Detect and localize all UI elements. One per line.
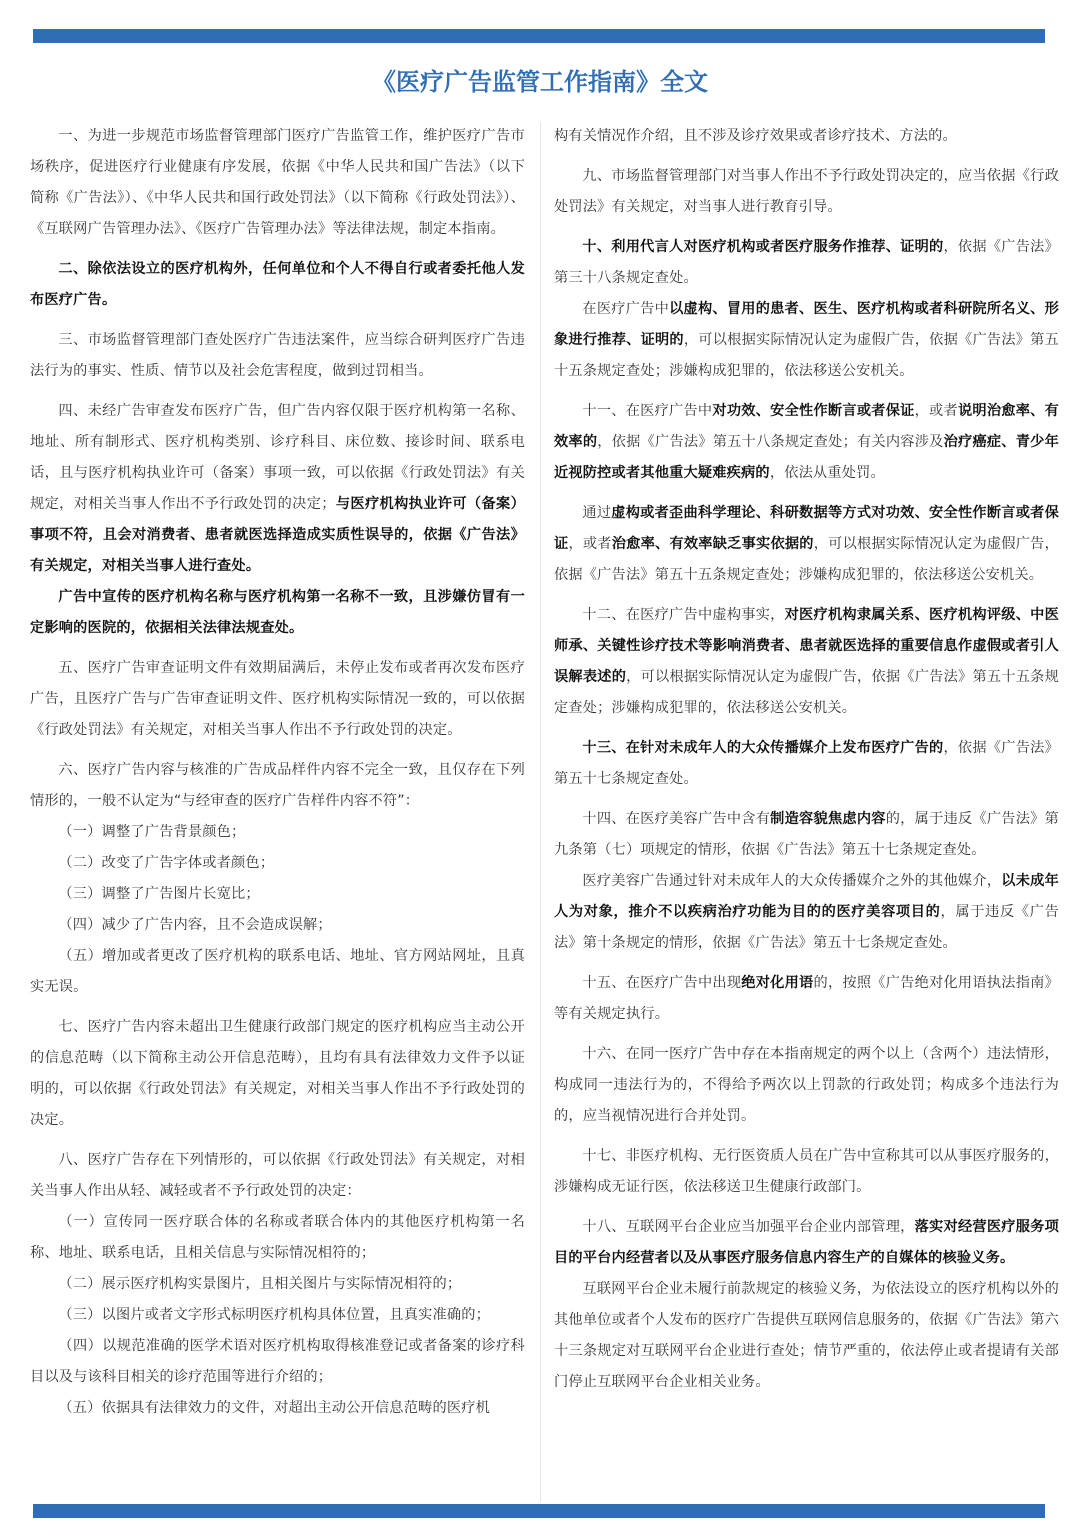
paragraph-10: 十、利用代言人对医疗机构或者医疗服务作推荐、证明的，依据《广告法》第三十八条规定查处。: [554, 239, 1059, 286]
right-column: [554, 121, 1059, 1398]
paragraph-14-supplement: 医疗美容广告通过针对未成年人的大众传播媒介之外的其他媒介，以未成年人为对象，推介不以疾病治疗功能为目的的医疗美容项目的，属于违反《广告法》第十条规定的情形，依据《广告法》第五十七条规定查处。: [554, 873, 1060, 951]
list-item: （三）以图片或者文字形式标明医疗机构具体位置，且真实准确的；: [58, 1307, 491, 1323]
top-decorative-bar: [33, 29, 1045, 43]
bottom-decorative-bar: [33, 1504, 1045, 1518]
paragraph-5: 五、医疗广告审查证明文件有效期届满后，未停止发布或者再次发布医疗广告，且医疗广告与广告审查证明文件、医疗机构实际情况一致的，可以依据《行政处罚法》有关规定，对相关当事人作出不予行政处罚的决定。: [30, 660, 525, 738]
paragraph-1: 一、为进一步规范市场监督管理部门医疗广告监管工作，维护医疗广告市场秩序，促进医疗行业健康有序发展，依据《中华人民共和国广告法》（以下简称《广告法》）、《中华人民共和国行政处罚法》（以下简称《行政处罚法》）、《互联网广告管理办法》、《医疗广告管理办法》等法律法规，制定本指南。: [30, 128, 525, 237]
paragraph-2: 二、除依法设立的医疗机构外，任何单位和个人不得自行或者委托他人发布医疗广告。: [30, 261, 525, 308]
paragraph-9: 九、市场监督管理部门对当事人作出不予行政处罚决定的，应当依据《行政处罚法》有关规定，对当事人进行教育引导。: [554, 168, 1059, 215]
paragraph-17: 十七、非医疗机构、无行医资质人员在广告中宣称其可以从事医疗服务的，涉嫌构成无证行医，依法移送卫生健康行政部门。: [554, 1148, 1059, 1195]
list-item: （四）减少了广告内容，且不会造成误解；: [58, 917, 332, 933]
paragraph-15: 十五、在医疗广告中出现绝对化用语的，按照《广告绝对化用语执法指南》等有关规定执行。: [554, 975, 1059, 1022]
paragraph-10-supplement: 在医疗广告中以虚构、冒用的患者、医生、医疗机构或者科研院所名义、形象进行推荐、证明的，可以根据实际情况认定为虚假广告，依据《广告法》第五十五条规定查处；涉嫌构成犯罪的，依法移送公安机关。: [554, 301, 1059, 379]
list-item: （二）展示医疗机构实景图片，且相关图片与实际情况相符的；: [58, 1276, 462, 1292]
list-item: （三）调整了广告图片长宽比；: [58, 886, 260, 902]
paragraph-4-supplement: 广告中宣传的医疗机构名称与医疗机构第一名称不一致，且涉嫌仿冒有一定影响的医院的，依据相关法律法规查处。: [30, 589, 525, 636]
paragraph-18-supplement: 互联网平台企业未履行前款规定的核验义务，为依法设立的医疗机构以外的其他单位或者个人发布的医疗广告提供互联网信息服务的，依据《广告法》第六十三条规定对互联网平台企业进行查处；情节严重的，依法停止或者提请有关部门停止互联网平台企业相关业务。: [554, 1281, 1059, 1390]
list-item: （二）改变了广告字体或者颜色；: [58, 855, 275, 871]
paragraph-4: 四、未经广告审查发布医疗广告，但广告内容仅限于医疗机构第一名称、地址、所有制形式、医疗机构类别、诊疗科目、床位数、接诊时间、联系电话，且与医疗机构执业许可（备案）事项一致，可以依据《行政处罚法》有关规定，对相关当事人作出不予行政处罚的决定；与医疗机构执业许可（备案）事项不符，且会对消费者、患者就医选择造成实质性误导的，依据《广告法》有关规定，对相关当事人进行查处。: [30, 403, 526, 574]
paragraph-8: 八、医疗广告存在下列情形的，可以依据《行政处罚法》有关规定，对相关当事人作出从轻、减轻或者不予行政处罚的决定：: [30, 1152, 525, 1199]
document-title: 《医疗广告监管工作指南》全文: [372, 68, 708, 96]
paragraph-7: 七、医疗广告内容未超出卫生健康行政部门规定的医疗机构应当主动公开的信息范畴（以下简称主动公开信息范畴），且均有具有法律效力文件予以证明的，可以依据《行政处罚法》有关规定，对相关当事人作出不予行政处罚的决定。: [30, 1019, 525, 1128]
paragraph-16: 十六、在同一医疗广告中存在本指南规定的两个以上（含两个）违法情形，构成同一违法行为的，不得给予两次以上罚款的行政处罚；构成多个违法行为的，应当视情况进行合并处罚。: [554, 1046, 1059, 1124]
paragraph-11: 十一、在医疗广告中对功效、安全性作断言或者保证，或者说明治愈率、有效率的，依据《广告法》第五十八条规定查处；有关内容涉及治疗癌症、青少年近视防控或者其他重大疑难疾病的，依法从重处罚。: [554, 403, 1060, 481]
list-item: （一）宣传同一医疗联合体的名称或者联合体内的其他医疗机构第一名称、地址、联系电话，且相关信息与实际情况相符的；: [30, 1214, 525, 1261]
paragraph-11-supplement: 通过虚构或者歪曲科学理论、科研数据等方式对功效、安全性作断言或者保证，或者治愈率、有效率缺乏事实依据的，可以根据实际情况认定为虚假广告，依据《广告法》第五十五条规定查处；涉嫌构成犯罪的，依法移送公安机关。: [554, 505, 1060, 583]
list-item: （一）调整了广告背景颜色；: [58, 824, 246, 840]
paragraph-13: 十三、在针对未成年人的大众传播媒介上发布医疗广告的，依据《广告法》第五十七条规定查处。: [554, 740, 1059, 787]
list-item: （五）依据具有法律效力的文件，对超出主动公开信息范畴的医疗机: [58, 1400, 491, 1416]
list-item: （四）以规范准确的医学术语对医疗机构取得核准登记或者备案的诊疗科目以及与该科目相关的诊疗范围等进行介绍的；: [30, 1338, 525, 1385]
left-column: [30, 121, 525, 1424]
list-item-continued: 构有关情况作介绍，且不涉及诊疗效果或者诊疗技术、方法的。: [554, 128, 957, 144]
list-item: （五）增加或者更改了医疗机构的联系电话、地址、官方网站网址，且真实无误。: [30, 948, 525, 995]
paragraph-6: 六、医疗广告内容与核准的广告成品样件内容不完全一致，且仅存在下列情形的，一般不认定为“与经审查的医疗广告样件内容不符”：: [30, 762, 525, 809]
paragraph-3: 三、市场监督管理部门查处医疗广告违法案件，应当综合研判医疗广告违法行为的事实、性质、情节以及社会危害程度，做到过罚相当。: [30, 332, 525, 379]
column-divider: [540, 122, 541, 1502]
paragraph-14: 十四、在医疗美容广告中含有制造容貌焦虑内容的，属于违反《广告法》第九条第（七）项规定的情形，依据《广告法》第五十七条规定查处。: [554, 811, 1060, 858]
paragraph-12: 十二、在医疗广告中虚构事实，对医疗机构隶属关系、医疗机构评级、中医师承、关键性诊疗技术等影响消费者、患者就医选择的重要信息作虚假或者引人误解表述的，可以根据实际情况认定为虚假广告，依据《广告法》第五十五条规定查处；涉嫌构成犯罪的，依法移送公安机关。: [554, 607, 1059, 716]
paragraph-18: 十八、互联网平台企业应当加强平台企业内部管理，落实对经营医疗服务项目的平台内经营者以及从事医疗服务信息内容生产的自媒体的核验义务。: [554, 1219, 1059, 1266]
